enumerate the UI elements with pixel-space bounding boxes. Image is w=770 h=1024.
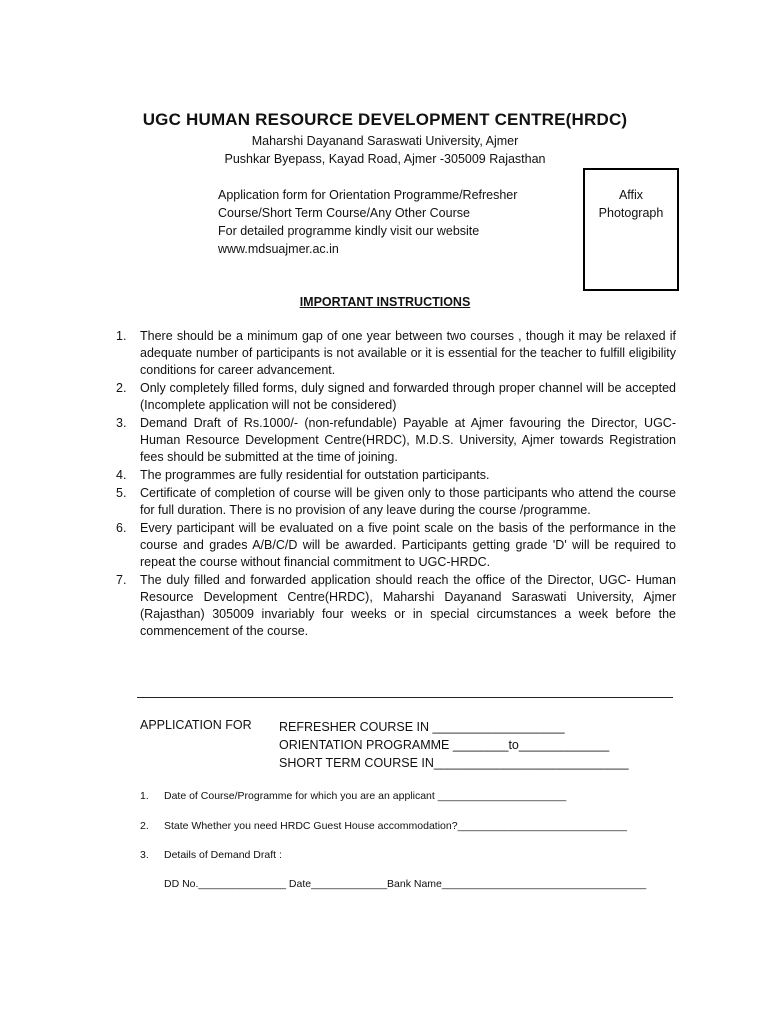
university-address: Pushkar Byepass, Kayad Road, Ajmer -305009 Rajasthan — [224, 152, 546, 166]
page-title: UGC HUMAN RESOURCE DEVELOPMENT CENTRE(HRDC) — [142, 110, 628, 129]
instruction-item — [112, 328, 676, 379]
instruction-item — [112, 572, 676, 640]
instruction-item — [112, 485, 676, 519]
application-info-line: Course/Short Term Course/Any Other Course — [218, 206, 470, 220]
instruction-number: 5. — [116, 486, 127, 500]
instruction-number: 3. — [116, 416, 127, 430]
question-guest-house[interactable] — [140, 820, 627, 832]
instruction-item — [112, 380, 676, 414]
question-text: Date of Course/Programme for which you are an applicant ______________________ — [164, 790, 567, 802]
instruction-text: Every participant will be evaluated on a five point scale on the basis of the performance in the course and grades A/B/C/D will be awarded. Participants getting grade 'D' will be required to repeat the course without financial commitment to UGC-HRDC. — [140, 521, 676, 569]
application-for-options — [279, 718, 629, 772]
instructions-heading: IMPORTANT INSTRUCTIONS — [299, 295, 471, 309]
question-demand-draft — [140, 849, 282, 861]
short-term-course-field[interactable]: SHORT TERM COURSE IN____________________________ — [279, 756, 629, 770]
refresher-course-field[interactable]: REFRESHER COURSE IN ___________________ — [279, 720, 565, 734]
question-course-date[interactable] — [140, 790, 566, 802]
question-number: 1. — [140, 790, 149, 802]
instruction-number: 6. — [116, 521, 127, 535]
photo-box-label: Affix — [618, 188, 644, 202]
website-link[interactable]: www.mdsuajmer.ac.in — [218, 242, 339, 256]
photo-box-label: Photograph — [598, 206, 664, 220]
question-text: Details of Demand Draft : — [164, 849, 282, 861]
application-info-line: Application form for Orientation Programme/Refresher — [218, 188, 518, 202]
instruction-number: 2. — [116, 381, 127, 395]
section-divider — [137, 697, 673, 698]
instruction-item — [112, 520, 676, 571]
instruction-text: Only completely filled forms, duly signed and forwarded through proper channel will be accepted (Incomplete application will not be considered) — [140, 381, 676, 412]
university-name: Maharshi Dayanand Saraswati University, Ajmer — [251, 134, 519, 148]
question-number: 3. — [140, 849, 149, 861]
application-for-label: APPLICATION FOR — [140, 718, 252, 732]
instruction-number: 4. — [116, 468, 127, 482]
orientation-programme-field[interactable]: ORIENTATION PROGRAMME ________to_____________ — [279, 738, 610, 752]
instruction-number: 7. — [116, 573, 127, 587]
affix-photograph-box[interactable] — [583, 168, 679, 291]
instruction-item — [112, 415, 676, 466]
instruction-text: There should be a minimum gap of one year between two courses , though it may be relaxed if adequate number of participants is not available or it is essential for the teacher to fulfill eligibility conditions for career advancement. — [140, 329, 676, 377]
instruction-item — [112, 467, 676, 484]
question-text: State Whether you need HRDC Guest House accommodation?_____________________________ — [164, 820, 627, 832]
instruction-number: 1. — [116, 329, 127, 343]
application-info-line: For detailed programme kindly visit our website — [218, 224, 480, 238]
instruction-text: Certificate of completion of course will be given only to those participants who attend the course for full duration. There is no provision of any leave during the course /programme. — [140, 486, 676, 517]
demand-draft-details-field[interactable]: DD No._______________ Date_____________Bank Name___________________________________ — [164, 878, 647, 890]
instruction-text: The programmes are fully residential for outstation participants. — [140, 468, 490, 482]
application-info — [218, 186, 578, 258]
instructions-list — [112, 328, 676, 641]
instruction-text: The duly filled and forwarded application should reach the office of the Director, UGC- Human Resource Development Centre(HRDC), Maharshi Dayanand Saraswati University, Ajmer (Rajasthan) 305009 invariably four weeks or in special circumstances a week before the commencement of the course. — [140, 573, 676, 638]
question-number: 2. — [140, 820, 149, 832]
instruction-text: Demand Draft of Rs.1000/- (non-refundable) Payable at Ajmer favouring the Director, UGC-Human Resource Development Centre(HRDC), M.D.S. University, Ajmer towards Registration fees should be submitted at the time of joining. — [140, 416, 676, 464]
